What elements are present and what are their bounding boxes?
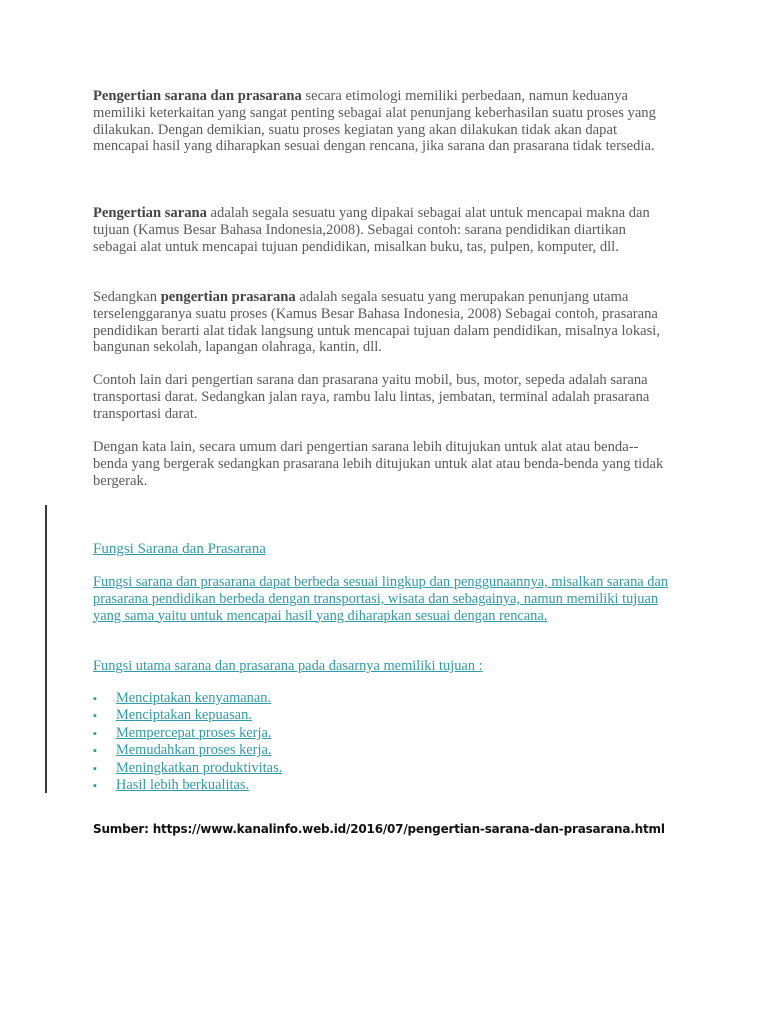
list-item[interactable]: [93, 777, 282, 794]
list-item[interactable]: [93, 725, 282, 742]
bullet-square-icon: ▪: [93, 727, 97, 740]
term-bold: pengertian prasarana: [160, 289, 296, 305]
list-item-label: Meningkatkan produktivitas.: [116, 759, 283, 776]
bullet-square-icon: ▪: [93, 780, 97, 793]
bullet-square-icon: ▪: [93, 710, 97, 723]
list-item[interactable]: [93, 760, 282, 777]
fungsi-lead-link[interactable]: Fungsi utama sarana dan prasarana pada dasarnya memiliki tujuan :: [93, 658, 483, 674]
fungsi-intro-link[interactable]: Fungsi sarana dan prasarana dapat berbeda sesuai lingkup dan penggunaannya, misalkan sarana dan prasarana pendidikan berbeda dengan transportasi, wisata dan sebagainya, namun memiliki tujuan yang sama yaitu untuk mencapai hasil yang diharapkan sesuai dengan rencana.: [93, 574, 669, 624]
paragraph-text: secara etimologi memiliki perbedaan, namun keduanya memiliki keterkaitan yang sangat penting sebagai alat penunjang keberhasilan suatu proses yang dilakukan. Dengan demikian, suatu proses kegiatan yang akan dilakukan tidak akan dapat mencapai hasil yang diharapkan sesuai dengan rencana, jika sarana dan prasarana tidak tersedia.: [93, 88, 656, 155]
list-item[interactable]: [93, 690, 282, 707]
term-bold: Pengertian sarana: [93, 205, 207, 221]
list-item[interactable]: [93, 742, 282, 759]
list-item-label: Menciptakan kepuasan.: [116, 707, 252, 724]
fungsi-heading-link[interactable]: Fungsi Sarana dan Prasarana: [93, 541, 266, 557]
margin-change-bar: [45, 505, 47, 793]
fungsi-list: [93, 690, 282, 794]
term-bold: Pengertian sarana dan prasarana: [93, 88, 302, 104]
bullet-square-icon: ▪: [93, 693, 97, 705]
list-item-label: Mempercepat proses kerja.: [116, 724, 272, 741]
bullet-square-icon: ▪: [93, 762, 97, 775]
list-item-label: Menciptakan kenyamanan.: [116, 690, 272, 706]
paragraph-example: Contoh lain dari pengertian sarana dan prasarana yaitu mobil, bus, motor, sepeda adalah sarana transportasi darat. Sedangkan jalan raya, rambu lalu lintas, jembatan, terminal adalah prasarana transportasi darat.: [93, 372, 650, 422]
list-item-label: Memudahkan proses kerja.: [116, 742, 272, 759]
paragraph-definition-intro: [93, 88, 673, 155]
list-item-label: Hasil lebih berkualitas.: [116, 777, 250, 794]
source-citation: Sumber: https://www.kanalinfo.web.id/2016/07/pengertian-sarana-dan-prasarana.html: [93, 822, 665, 836]
paragraph-prefix: Sedangkan: [93, 289, 161, 305]
paragraph-definition-prasarana: [93, 289, 673, 356]
list-item[interactable]: [93, 707, 282, 724]
paragraph-definition-sarana: [93, 205, 673, 255]
bullet-square-icon: ▪: [93, 745, 97, 758]
paragraph-summary: Dengan kata lain, secara umum dari pengertian sarana lebih ditujukan untuk alat atau benda--benda yang bergerak sedangkan prasarana lebih ditujukan untuk alat atau benda-benda yang tidak bergerak.: [93, 439, 664, 489]
paragraph-text: adalah segala sesuatu yang merupakan penunjang utama terselenggaranya suatu proses (Kamus Besar Bahasa Indonesia, 2008) Sebagai contoh, prasarana pendidikan berarti alat tidak langsung untuk mencapai tujuan dalam pendidikan, misalnya lokasi, bangunan sekolah, lapangan olahraga, kantin, dll.: [93, 289, 660, 356]
paragraph-text: adalah segala sesuatu yang dipakai sebagai alat untuk mencapai makna dan tujuan (Kamus Besar Bahasa Indonesia,2008). Sebagai contoh: sarana pendidikan diartikan sebagai alat untuk mencapai tujuan pendidikan, misalkan buku, tas, pulpen, komputer, dll.: [93, 205, 650, 255]
